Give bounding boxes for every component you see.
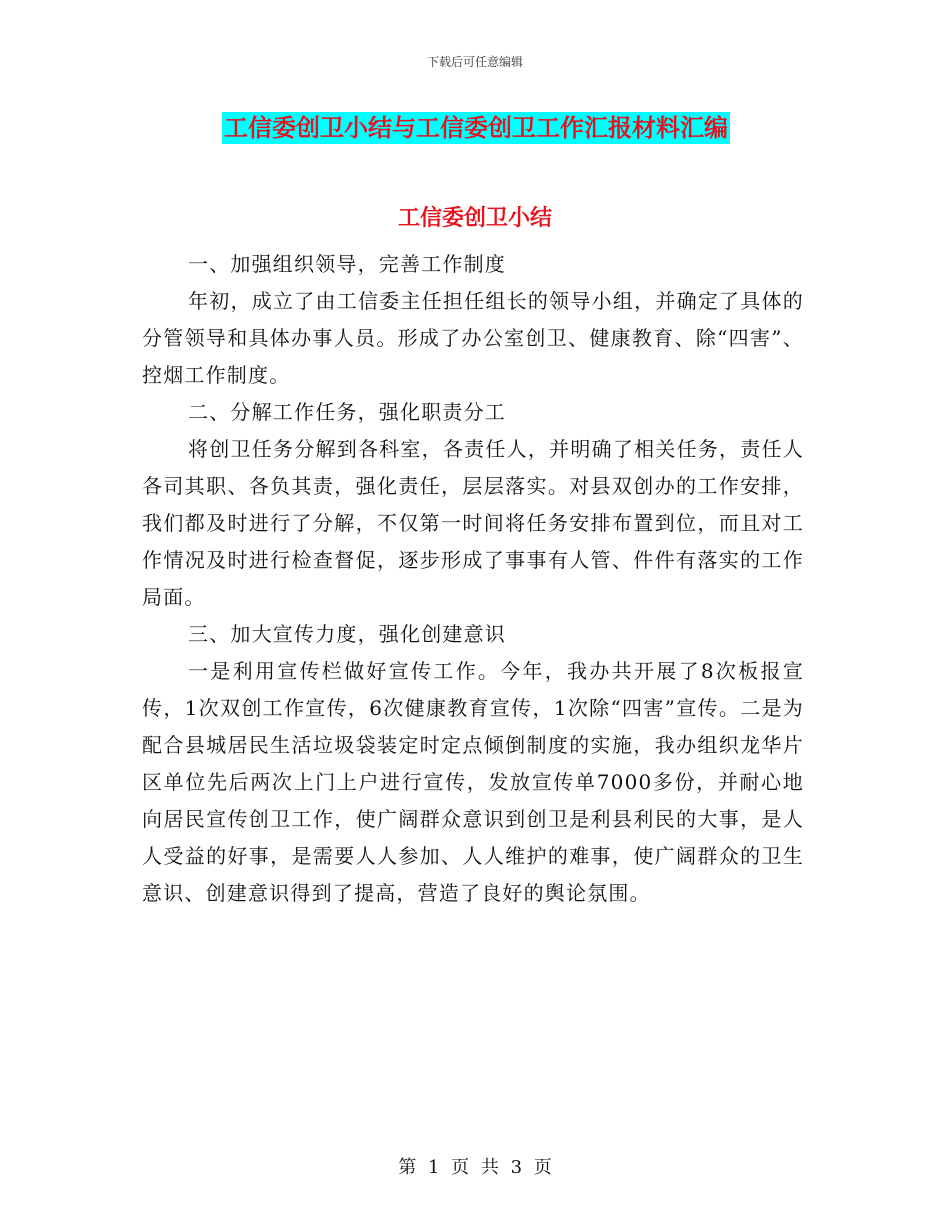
document-title: 工信委创卫小结与工信委创卫工作汇报材料汇编 — [224, 113, 728, 142]
paragraph-publicity: 一是利用宣传栏做好宣传工作。今年，我办共开展了8次板报宣传，1次双创工作宣传，6次健康教育宣传，1次除“四害”宣传。二是为配合县城居民生活垃圾袋装定时定点倾倒制度的实施，我办组织龙华片区单位先后两次上门上户进行宣传，发放宣传单7000多份，并耐心地向居民宣传创卫工作，使广阔群众意识到创卫是利县利民的大事，是人人受益的好事，是需要人人参加、人人维护的难事，使广阔群众的卫生意识、创建意识得到了提高，营造了良好的舆论氛围。 — [142, 659, 804, 905]
heading-task-division: 二、分解工作任务，强化职责分工 — [188, 400, 506, 424]
heading-publicity: 三、加大宣传力度，强化创建意识 — [188, 622, 506, 646]
header-note: 下载后可任意编辑 — [426, 55, 523, 69]
document-body — [142, 246, 804, 912]
section-title: 工信委创卫小结 — [397, 205, 552, 231]
paragraph-task-division: 将创卫任务分解到各科室，各责任人，并明确了相关任务，责任人各司其职、各负其责，强化责任，层层落实。对县双创办的工作安排，我们都及时进行了分解，不仅第一时间将任务安排布置到位，而且对工作情况及时进行检查督促，逐步形成了事事有人管、件件有落实的工作局面。 — [142, 437, 804, 609]
paragraph-organization: 年初，成立了由工信委主任担任组长的领导小组，并确定了具体的分管领导和具体办事人员。形成了办公室创卫、健康教育、除“四害”、控烟工作制度。 — [142, 289, 804, 387]
heading-organization: 一、加强组织领导，完善工作制度 — [188, 252, 506, 276]
page-number: 第 1 页 共 3 页 — [398, 1157, 552, 1178]
